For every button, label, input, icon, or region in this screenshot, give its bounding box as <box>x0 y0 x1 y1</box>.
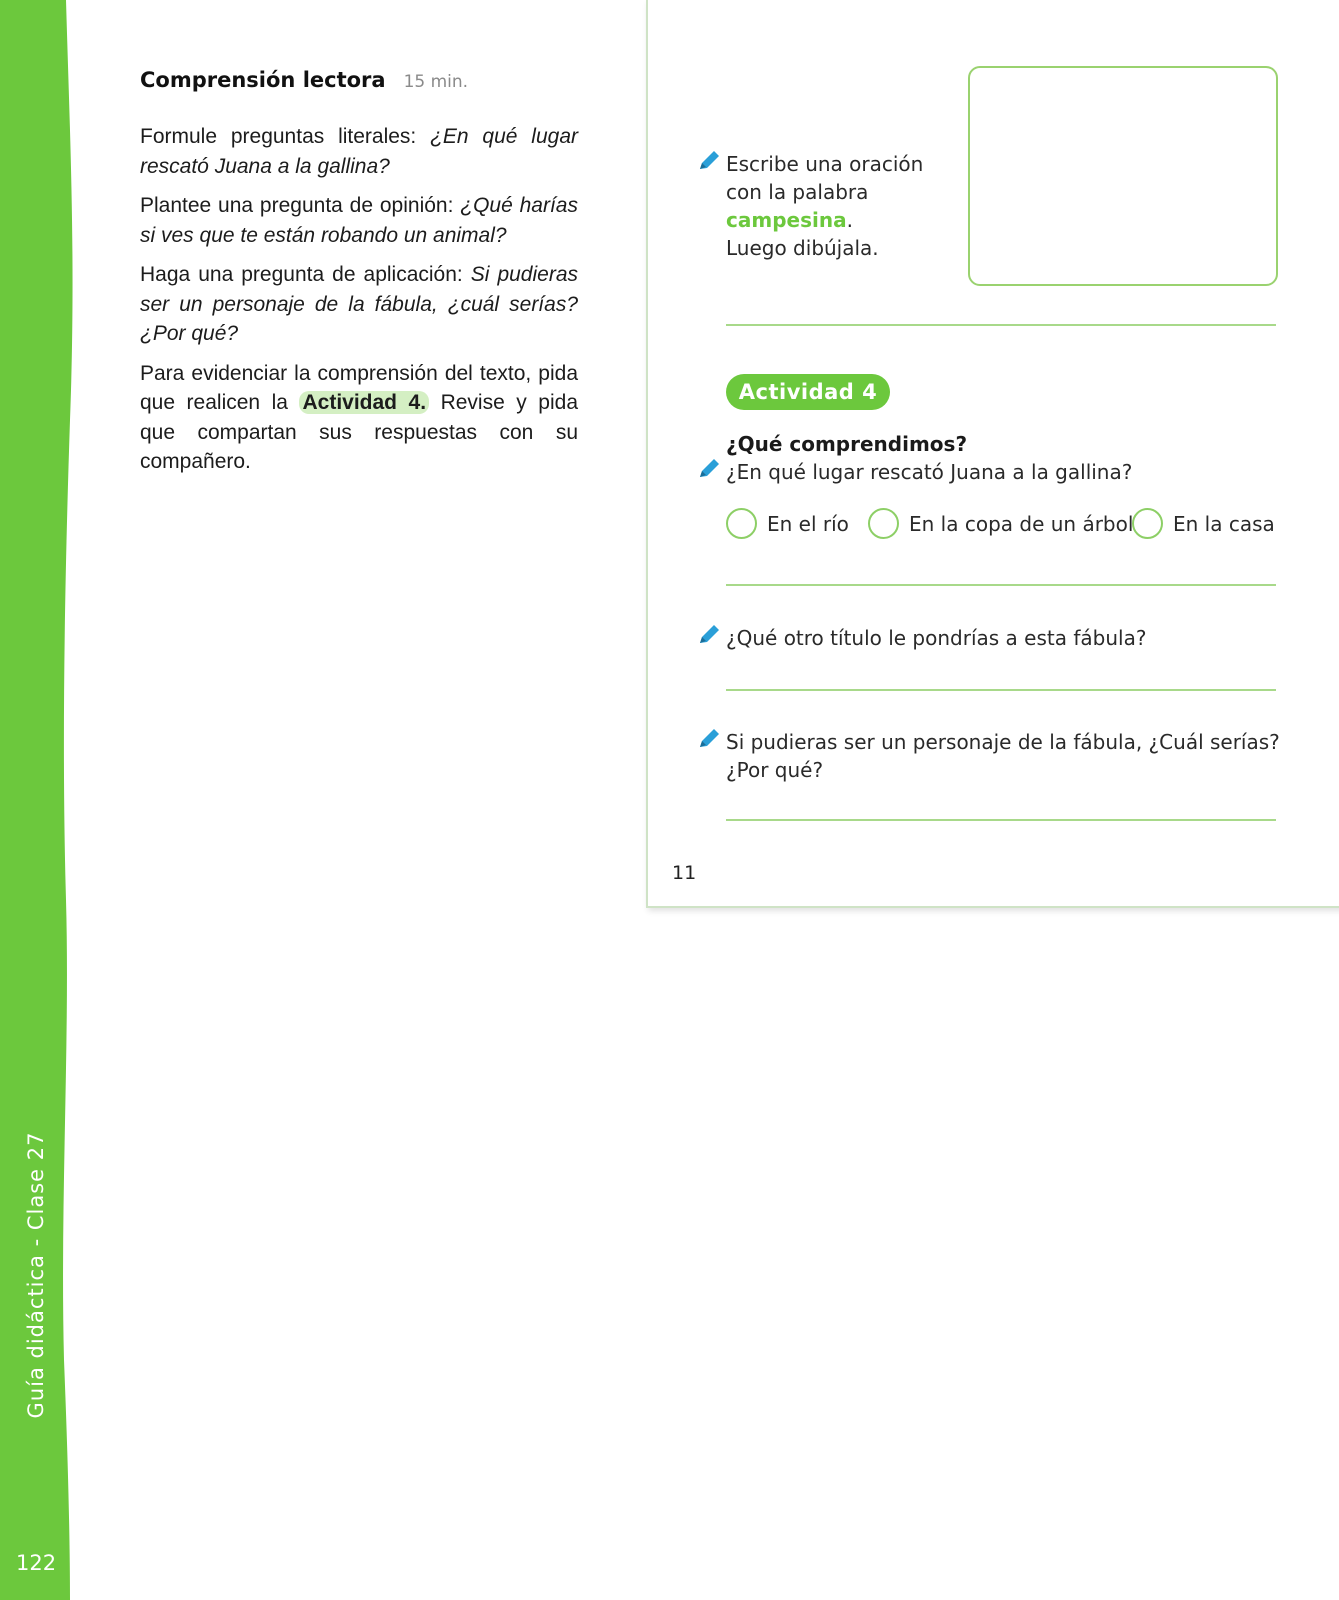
prompt-sentence <box>726 150 923 262</box>
workbook-page <box>646 0 1339 908</box>
paragraph-activity-before: Para evidenciar la comprensión del texto, pida que realicen la <box>140 361 578 414</box>
sidebar <box>0 0 72 1600</box>
option-casa[interactable] <box>1132 508 1275 539</box>
pencil-icon <box>696 622 722 648</box>
option-rio[interactable] <box>726 508 849 539</box>
paragraph-application-text: Haga una pregunta de aplicación: <box>140 263 471 286</box>
paragraph-application-question: Si pudieras ser un personaje de la fábula, ¿cuál serías? ¿Por qué? <box>140 263 578 345</box>
question-location: ¿En qué lugar rescató Juana a la gallina? <box>726 460 1133 484</box>
activity-badge: Actividad 4 <box>726 374 890 410</box>
paragraph-opinion-question: ¿Qué harías si ves que te están robando un animal? <box>140 194 578 247</box>
question-character-line1: Si pudieras ser un personaje de la fábula, ¿Cuál serías? <box>726 730 1280 754</box>
drawing-box[interactable] <box>968 66 1278 286</box>
page-number-right: 11 <box>672 862 697 884</box>
section-duration: 15 min. <box>403 72 469 92</box>
paragraph-literal-text: Formule preguntas literales: <box>140 125 431 148</box>
prompt-sentence-line2: con la palabra <box>726 180 869 204</box>
answer-line-1[interactable] <box>726 324 1276 326</box>
option-label: En la casa <box>1173 511 1275 536</box>
option-label: En la copa de un árbol <box>909 511 1134 536</box>
radio-circle[interactable] <box>1132 508 1163 539</box>
question-character-line2: ¿Por qué? <box>726 758 824 782</box>
paragraph-literal-question: ¿En qué lugar rescató Juana a la gallina? <box>140 125 578 178</box>
paragraph-application <box>140 260 578 349</box>
question-title: ¿Qué otro título le pondrías a esta fábula? <box>726 626 1147 650</box>
answer-line-2[interactable] <box>726 584 1276 586</box>
option-label: En el río <box>767 511 849 536</box>
comprehension-subtitle: ¿Qué comprendimos? <box>726 432 968 456</box>
paragraph-opinion-text: Plantee una pregunta de opinión: <box>140 194 461 217</box>
question-character <box>726 728 1280 784</box>
lesson-column <box>140 68 578 487</box>
section-heading <box>140 68 578 92</box>
sidebar-vertical-title: Guía didáctica - Clase 27 <box>24 1131 48 1419</box>
paragraph-activity <box>140 359 578 477</box>
keyword-period: . <box>846 208 853 232</box>
activity-highlight: Actividad 4. <box>299 391 429 414</box>
answer-line-4[interactable] <box>726 819 1276 821</box>
section-title: Comprensión lectora <box>140 68 386 92</box>
option-arbol[interactable] <box>868 508 1133 539</box>
prompt-sentence-line3 <box>726 206 923 234</box>
pencil-icon <box>696 456 722 482</box>
page-number-left: 122 <box>16 1551 57 1575</box>
paragraph-literal <box>140 122 578 181</box>
radio-circle[interactable] <box>726 508 757 539</box>
radio-circle[interactable] <box>868 508 899 539</box>
paragraph-activity-after: Revise y pida que compartan sus respuestas con su compañero. <box>140 391 578 473</box>
pencil-icon <box>696 726 722 752</box>
prompt-sentence-line1: Escribe una oración <box>726 152 924 176</box>
answer-line-3[interactable] <box>726 689 1276 691</box>
prompt-sentence-line4: Luego dibújala. <box>726 236 879 260</box>
keyword-campesina: campesina <box>726 208 847 232</box>
pencil-icon <box>696 148 722 174</box>
paragraph-opinion <box>140 191 578 250</box>
